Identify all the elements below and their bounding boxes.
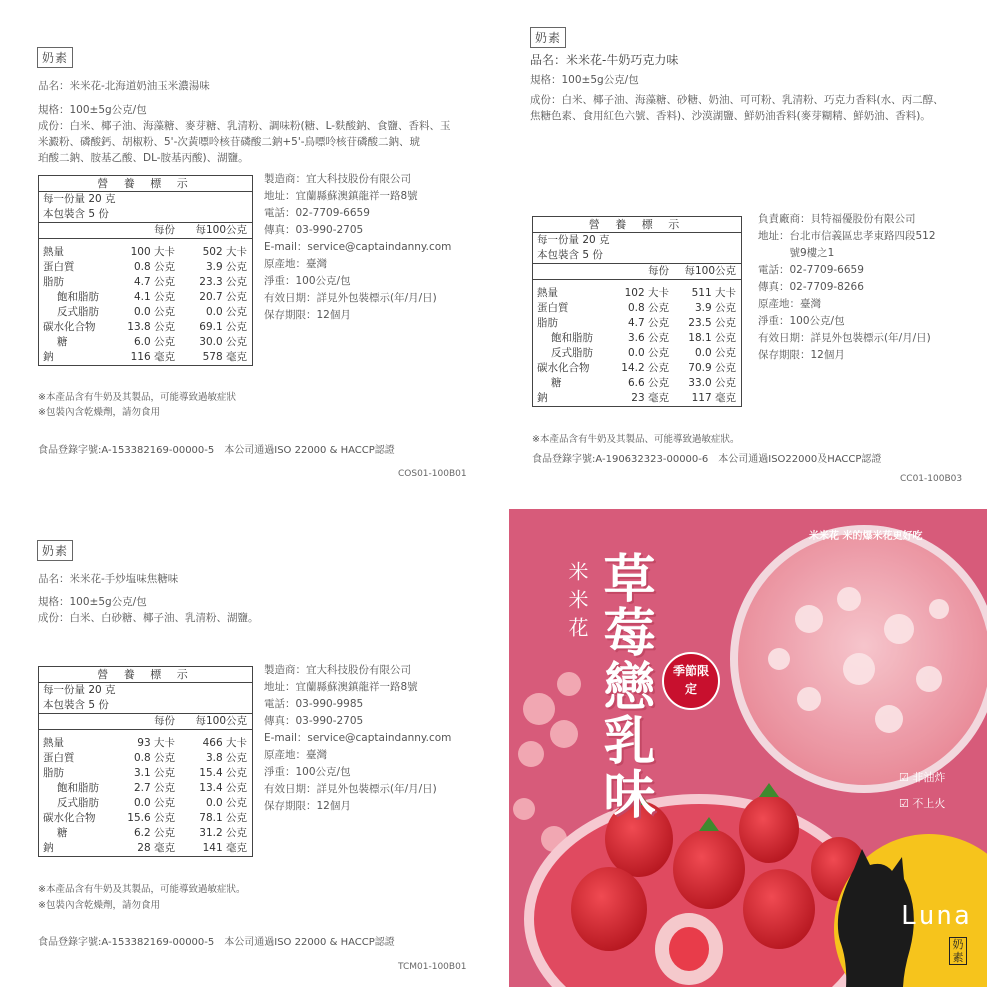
info-line: 原產地：臺灣 (758, 298, 821, 310)
serving-size: 每一份量 20 克 (43, 193, 116, 205)
nutrition-table (38, 175, 253, 366)
nutrition-title: 營 養 標 示 (39, 667, 252, 683)
nutrient-name: 反式脂肪 (551, 347, 593, 359)
ingredients-line-2: 米澱粉、磷酸鈣、胡椒粉、5'-次黃嘌呤核苷磷酸二鈉+5'-鳥嘌呤核苷磷酸二鈉、琥 (38, 136, 421, 148)
per-serving-value: 100 大卡 (130, 246, 175, 258)
ingredients-line-1: 成份：白米、椰子油、海藻糖、麥芽糖、乳清粉、調味粉(糖、L-麩酸鈉、食鹽、香料、玉 (38, 120, 451, 132)
nutrition-row (39, 245, 252, 260)
per-100g-value: 0.0 公克 (205, 306, 247, 318)
nutrition-row (39, 260, 252, 275)
nutrition-row (39, 736, 252, 751)
check-label: 不上火 (912, 797, 946, 810)
label-code: COS01-100B01 (398, 469, 467, 479)
info-line: E-mail：service@captaindanny.com (264, 241, 452, 253)
per-serving-value: 6.0 公克 (133, 336, 175, 348)
per-serving-value: 93 大卡 (137, 737, 175, 749)
info-line: 地址：宜蘭縣蘇澳鎮龍祥一路8號 (264, 681, 418, 693)
per-serving-value: 102 大卡 (624, 287, 669, 299)
product-name: 品名：米米花-手炒塩味焦糖味 (38, 573, 179, 585)
nutrient-name: 糖 (57, 336, 68, 348)
per-100g-value: 23.3 公克 (199, 276, 247, 288)
info-line: 傳真：03-990-2705 (264, 224, 364, 236)
seasonal-badge: 季節限定 (672, 664, 709, 696)
nutrition-row (39, 350, 252, 365)
allergy-note: ※本產品含有牛奶及其製品，可能導致過敏症狀。 (38, 884, 246, 895)
nutrient-name: 飽和脂肪 (551, 332, 593, 344)
per-100g-value: 3.8 公克 (205, 752, 247, 764)
nutrient-name: 熱量 (43, 737, 64, 749)
servings-per-package: 本包裝含 5 份 (537, 249, 603, 261)
info-line: 原產地：臺灣 (264, 749, 327, 761)
info-line: 地址：台北市信義區忠孝東路四段512 (758, 230, 936, 242)
nutrition-table (38, 666, 253, 857)
nutrition-row (533, 301, 741, 316)
nutrient-name: 脂肪 (43, 276, 64, 288)
info-line: 淨重：100公克/包 (264, 766, 351, 778)
per-serving-value: 0.0 公克 (627, 347, 669, 359)
nutrient-name: 熱量 (43, 246, 64, 258)
per-serving-value: 28 毫克 (137, 842, 175, 854)
vegetarian-tag: 奶素 (37, 47, 73, 68)
info-line: 有效日期：詳見外包裝標示(年/月/日) (264, 783, 437, 795)
registration-line: 食品登錄字號:A-153382169-00000-5 本公司通過ISO 22000 & HACCP認證 (38, 937, 395, 948)
label-code: TCM01-100B01 (398, 962, 467, 972)
per-serving-value: 3.6 公克 (627, 332, 669, 344)
nutrient-name: 糖 (57, 827, 68, 839)
label-panel-corn-soup (0, 0, 500, 500)
per-100g-value: 69.1 公克 (199, 321, 247, 333)
ingredients-line-2: 焦糖色素、食用紅色六號、香料)、沙漠湖鹽、鮮奶油香料(麥芽糊精、鮮奶油、香料)。 (530, 110, 931, 122)
info-line: E-mail：service@captaindanny.com (264, 732, 452, 744)
nutrition-row (39, 305, 252, 320)
nutrition-head-per-100g: 每100公克 (195, 715, 247, 727)
per-100g-value: 15.4 公克 (199, 767, 247, 779)
info-line: 保存期限：12個月 (264, 800, 351, 812)
nutrition-row (39, 796, 252, 811)
nutrition-row (39, 335, 252, 350)
per-100g-value: 70.9 公克 (688, 362, 736, 374)
info-line: 保存期限：12個月 (758, 349, 845, 361)
info-line: 淨重：100公克/包 (758, 315, 845, 327)
ingredients-line-3: 珀酸二鈉、胺基乙酸、DL-胺基丙酸)、湖鹽。 (38, 152, 249, 164)
nutrition-head-label (39, 714, 113, 729)
registration-line: 食品登錄字號:A-190632323-00000-6 本公司通過ISO22000及HACCP認證 (532, 454, 882, 465)
nutrition-row (39, 290, 252, 305)
nutrition-head-per-serving: 每份 (154, 715, 175, 727)
nutrition-row (39, 275, 252, 290)
info-line: 電話：02-7709-6659 (264, 207, 370, 219)
per-100g-value: 13.4 公克 (199, 782, 247, 794)
info-line: 電話：02-7709-6659 (758, 264, 864, 276)
nutrient-name: 鈉 (43, 842, 54, 854)
manufacturer-info (264, 171, 451, 324)
per-100g-value: 3.9 公克 (205, 261, 247, 273)
nutrition-row (39, 766, 252, 781)
product-spec: 規格：100±5g公克/包 (38, 104, 147, 116)
nutrition-row (39, 320, 252, 335)
nutrition-title: 營 養 標 示 (39, 176, 252, 192)
product-spec: 規格：100±5g公克/包 (530, 74, 639, 86)
per-serving-value: 4.7 公克 (133, 276, 175, 288)
per-serving-value: 6.6 公克 (627, 377, 669, 389)
info-line: 製造商：宜大科技股份有限公司 (264, 173, 411, 185)
info-line: 有效日期：詳見外包裝標示(年/月/日) (264, 292, 437, 304)
per-100g-value: 78.1 公克 (199, 812, 247, 824)
nutrition-row (533, 331, 741, 346)
info-line: 電話：03-990-9985 (264, 698, 364, 710)
allergy-note: ※本產品含有牛奶及其製品、可能導致過敏症狀。 (532, 434, 740, 445)
per-100g-value: 20.7 公克 (199, 291, 247, 303)
per-serving-value: 2.7 公克 (133, 782, 175, 794)
desiccant-note: ※包裝內含乾燥劑，請勿食用 (38, 900, 160, 911)
nutrient-name: 碳水化合物 (43, 812, 96, 824)
per-100g-value: 578 毫克 (202, 351, 247, 363)
ingredients-line-1: 成份：白米、白砂糖、椰子油、乳清粉、湖鹽。 (38, 612, 259, 624)
nutrition-row (533, 346, 741, 361)
label-panel-milk-chocolate (500, 0, 1000, 500)
per-100g-value: 0.0 公克 (205, 797, 247, 809)
nutrition-row (39, 781, 252, 796)
info-line: 號9樓之1 (758, 247, 835, 259)
per-serving-value: 23 毫克 (631, 392, 669, 404)
nutrition-row (533, 376, 741, 391)
loose-puffs (513, 672, 581, 852)
product-spec: 規格：100±5g公克/包 (38, 596, 147, 608)
promo-big-title: 草莓戀乳味 (594, 551, 655, 821)
per-serving-value: 4.1 公克 (133, 291, 175, 303)
nutrient-name: 脂肪 (43, 767, 64, 779)
per-100g-value: 30.0 公克 (199, 336, 247, 348)
nutrient-name: 碳水化合物 (537, 362, 590, 374)
nutrient-name: 反式脂肪 (57, 306, 99, 318)
desiccant-note: ※包裝內含乾燥劑，請勿食用 (38, 407, 160, 418)
per-serving-value: 15.6 公克 (127, 812, 175, 824)
nutrient-name: 鈉 (537, 392, 548, 404)
check-non-fried: ☑ 非油炸 (899, 771, 946, 784)
per-100g-value: 23.5 公克 (688, 317, 736, 329)
per-100g-value: 117 毫克 (691, 392, 736, 404)
per-serving-value: 4.7 公克 (627, 317, 669, 329)
per-serving-value: 116 毫克 (130, 351, 175, 363)
nutrition-table (532, 216, 742, 407)
vegetarian-tag: 奶素 (37, 540, 73, 561)
per-100g-value: 31.2 公克 (199, 827, 247, 839)
serving-size: 每一份量 20 克 (537, 234, 610, 246)
nutrient-name: 飽和脂肪 (57, 782, 99, 794)
nutrition-head-label (39, 223, 113, 238)
nutrition-row (533, 391, 741, 406)
nutrition-title: 營 養 標 示 (533, 217, 741, 233)
per-100g-value: 511 大卡 (691, 287, 736, 299)
per-100g-value: 141 毫克 (202, 842, 247, 854)
nutrition-row (39, 841, 252, 856)
servings-per-package: 本包裝含 5 份 (43, 208, 109, 220)
nutrient-name: 蛋白質 (43, 261, 75, 273)
brand-text: 米米花 米的爆米花更好吃 (809, 531, 923, 542)
nutrient-name: 鈉 (43, 351, 54, 363)
promo-small-title: 米米花 (565, 561, 589, 645)
nutrient-name: 熱量 (537, 287, 558, 299)
per-serving-value: 3.1 公克 (133, 767, 175, 779)
info-line: 淨重：100公克/包 (264, 275, 351, 287)
per-100g-value: 466 大卡 (202, 737, 247, 749)
check-no-heat: ☑ 不上火 (899, 797, 946, 810)
info-line: 製造商：宜大科技股份有限公司 (264, 664, 411, 676)
registration-line: 食品登錄字號:A-153382169-00000-5 本公司通過ISO 22000 & HACCP認證 (38, 445, 395, 456)
nutrition-row (533, 316, 741, 331)
nutrition-head-per-100g: 每100公克 (684, 265, 736, 277)
info-line: 地址：宜蘭縣蘇澳鎮龍祥一路8號 (264, 190, 418, 202)
manufacturer-info (264, 662, 451, 815)
serving-size: 每一份量 20 克 (43, 684, 116, 696)
servings-per-package: 本包裝含 5 份 (43, 699, 109, 711)
nutrition-head-per-serving: 每份 (648, 265, 669, 277)
nutrient-name: 脂肪 (537, 317, 558, 329)
per-100g-value: 502 大卡 (202, 246, 247, 258)
nutrient-name: 蛋白質 (537, 302, 569, 314)
vegetarian-tag: 奶素 (530, 27, 566, 48)
ingredients-line-1: 成份：白米、椰子油、海藻糖、砂糖、奶油、可可粉、乳清粉、巧克力香料(水、丙二醇、 (530, 94, 944, 106)
per-serving-value: 0.8 公克 (627, 302, 669, 314)
allergy-note: ※本產品含有牛奶及其製品，可能導致過敏症狀 (38, 392, 236, 403)
nutrition-row (39, 826, 252, 841)
info-line: 傳真：03-990-2705 (264, 715, 364, 727)
per-serving-value: 0.8 公克 (133, 752, 175, 764)
info-line: 傳真：02-7709-8266 (758, 281, 864, 293)
info-line: 有效日期：詳見外包裝標示(年/月/日) (758, 332, 931, 344)
nutrient-name: 反式脂肪 (57, 797, 99, 809)
nutrition-head-label (533, 264, 607, 279)
per-100g-value: 18.1 公克 (688, 332, 736, 344)
luna-watermark-tag: 奶素 (949, 937, 967, 965)
per-serving-value: 0.0 公克 (133, 306, 175, 318)
manufacturer-info (758, 211, 936, 364)
per-serving-value: 0.8 公克 (133, 261, 175, 273)
nutrient-name: 蛋白質 (43, 752, 75, 764)
label-panel-salted-caramel (0, 500, 500, 1000)
nutrient-name: 飽和脂肪 (57, 291, 99, 303)
per-serving-value: 13.8 公克 (127, 321, 175, 333)
product-name: 品名：米米花-北海道奶油玉米濃湯味 (38, 80, 210, 92)
per-serving-value: 0.0 公克 (133, 797, 175, 809)
check-label: 非油炸 (912, 771, 946, 784)
nutrition-head-per-100g: 每100公克 (195, 224, 247, 236)
nutrition-row (39, 811, 252, 826)
nutrition-row (533, 361, 741, 376)
per-100g-value: 0.0 公克 (694, 347, 736, 359)
luna-watermark-name: Luna (901, 901, 972, 931)
per-100g-value: 33.0 公克 (688, 377, 736, 389)
strawberry-milk-promo-image (509, 509, 987, 987)
info-line: 負責廠商：貝特福優股份有限公司 (758, 213, 916, 225)
nutrition-row (533, 286, 741, 301)
info-line: 原產地：臺灣 (264, 258, 327, 270)
per-serving-value: 14.2 公克 (621, 362, 669, 374)
nutrition-row (39, 751, 252, 766)
info-line: 保存期限：12個月 (264, 309, 351, 321)
per-100g-value: 3.9 公克 (694, 302, 736, 314)
nutrient-name: 碳水化合物 (43, 321, 96, 333)
product-name: 品名：米米花-牛奶巧克力味 (530, 53, 679, 67)
nutrient-name: 糖 (551, 377, 562, 389)
per-serving-value: 6.2 公克 (133, 827, 175, 839)
nutrition-head-per-serving: 每份 (154, 224, 175, 236)
label-code: CC01-100B03 (900, 474, 963, 484)
